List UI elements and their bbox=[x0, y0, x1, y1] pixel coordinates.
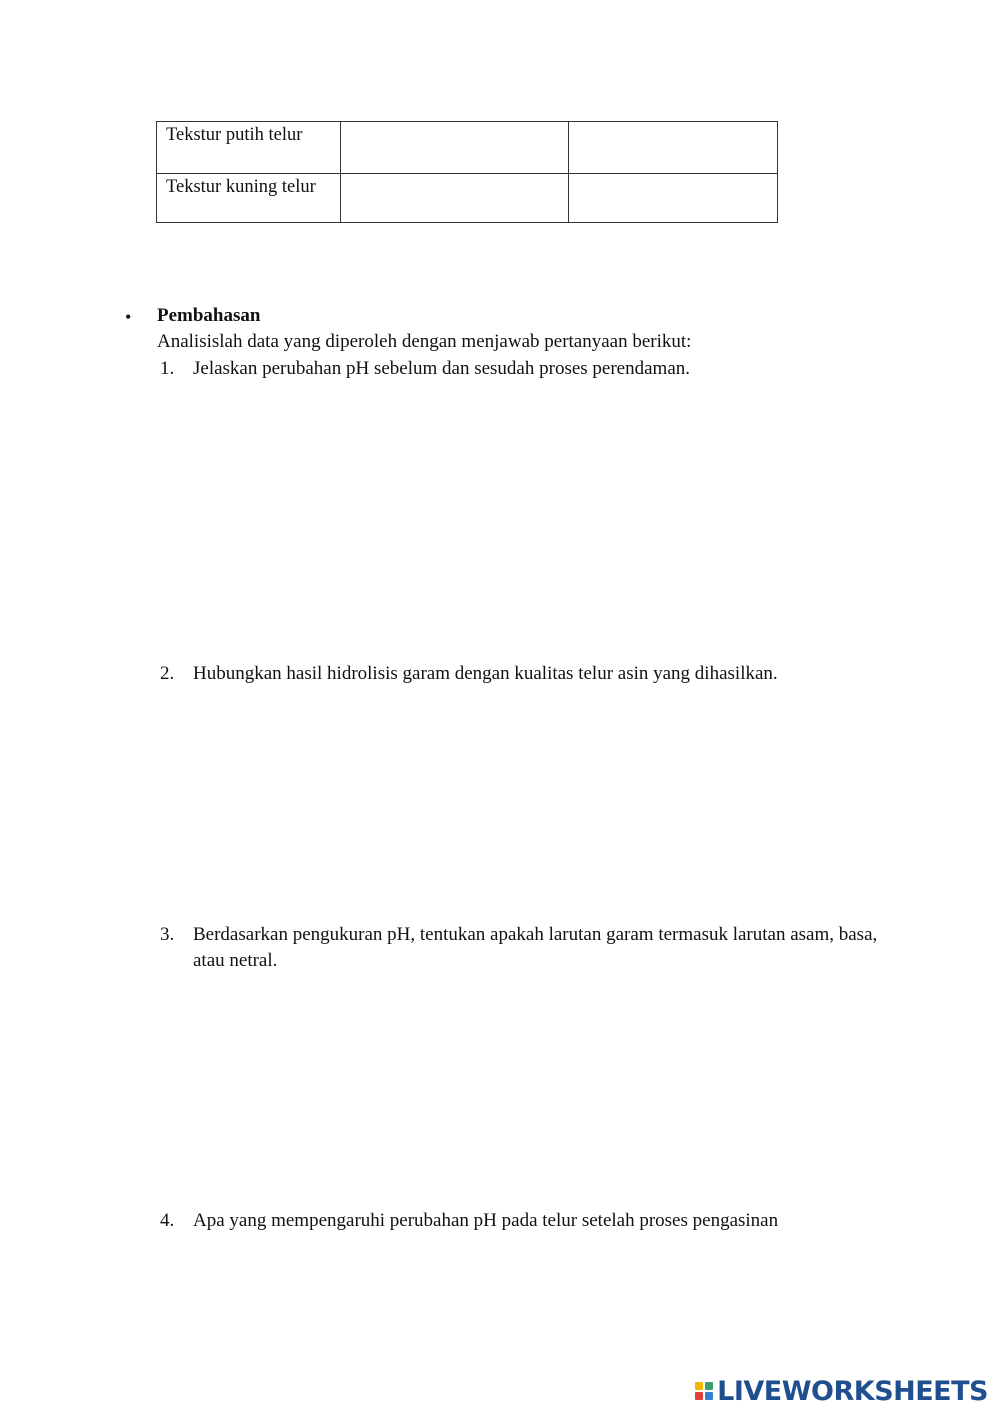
question-number: 2. bbox=[160, 663, 175, 684]
row-label: Tekstur putih telur bbox=[157, 122, 341, 174]
question-item bbox=[160, 661, 900, 687]
logo-square bbox=[695, 1382, 703, 1390]
question-item bbox=[160, 1208, 900, 1234]
question-item bbox=[160, 922, 900, 974]
logo-square bbox=[705, 1392, 713, 1400]
question-text: Berdasarkan pengukuran pH, tentukan apakah larutan garam termasuk larutan asam, basa, atau netral. bbox=[193, 924, 878, 971]
answer-cell[interactable] bbox=[341, 174, 569, 223]
logo-square bbox=[695, 1392, 703, 1400]
answer-cell[interactable] bbox=[569, 174, 778, 223]
row-label: Tekstur kuning telur bbox=[157, 174, 341, 223]
question-number: 4. bbox=[160, 1210, 175, 1231]
logo-square bbox=[705, 1382, 713, 1390]
logo-text: LIVEWORKSHEETS bbox=[717, 1375, 988, 1407]
table-row bbox=[157, 122, 778, 174]
observation-table bbox=[156, 121, 778, 223]
question-text: Apa yang mempengaruhi perubahan pH pada telur setelah proses pengasinan bbox=[193, 1210, 779, 1231]
liveworksheets-logo bbox=[695, 1374, 988, 1408]
question-text: Hubungkan hasil hidrolisis garam dengan kualitas telur asin yang dihasilkan. bbox=[193, 663, 778, 684]
bullet-icon: • bbox=[125, 307, 132, 327]
question-item bbox=[160, 356, 900, 382]
question-text: Jelaskan perubahan pH sebelum dan sesudah proses perendaman. bbox=[193, 358, 691, 379]
question-number: 3. bbox=[160, 924, 175, 945]
answer-cell[interactable] bbox=[341, 122, 569, 174]
section-heading: Pembahasan bbox=[157, 305, 261, 326]
table-row bbox=[157, 174, 778, 223]
question-number: 1. bbox=[160, 358, 175, 379]
answer-cell[interactable] bbox=[569, 122, 778, 174]
logo-mark-icon bbox=[695, 1382, 713, 1400]
section-intro: Analisislah data yang diperoleh dengan menjawab pertanyaan berikut: bbox=[157, 331, 692, 352]
